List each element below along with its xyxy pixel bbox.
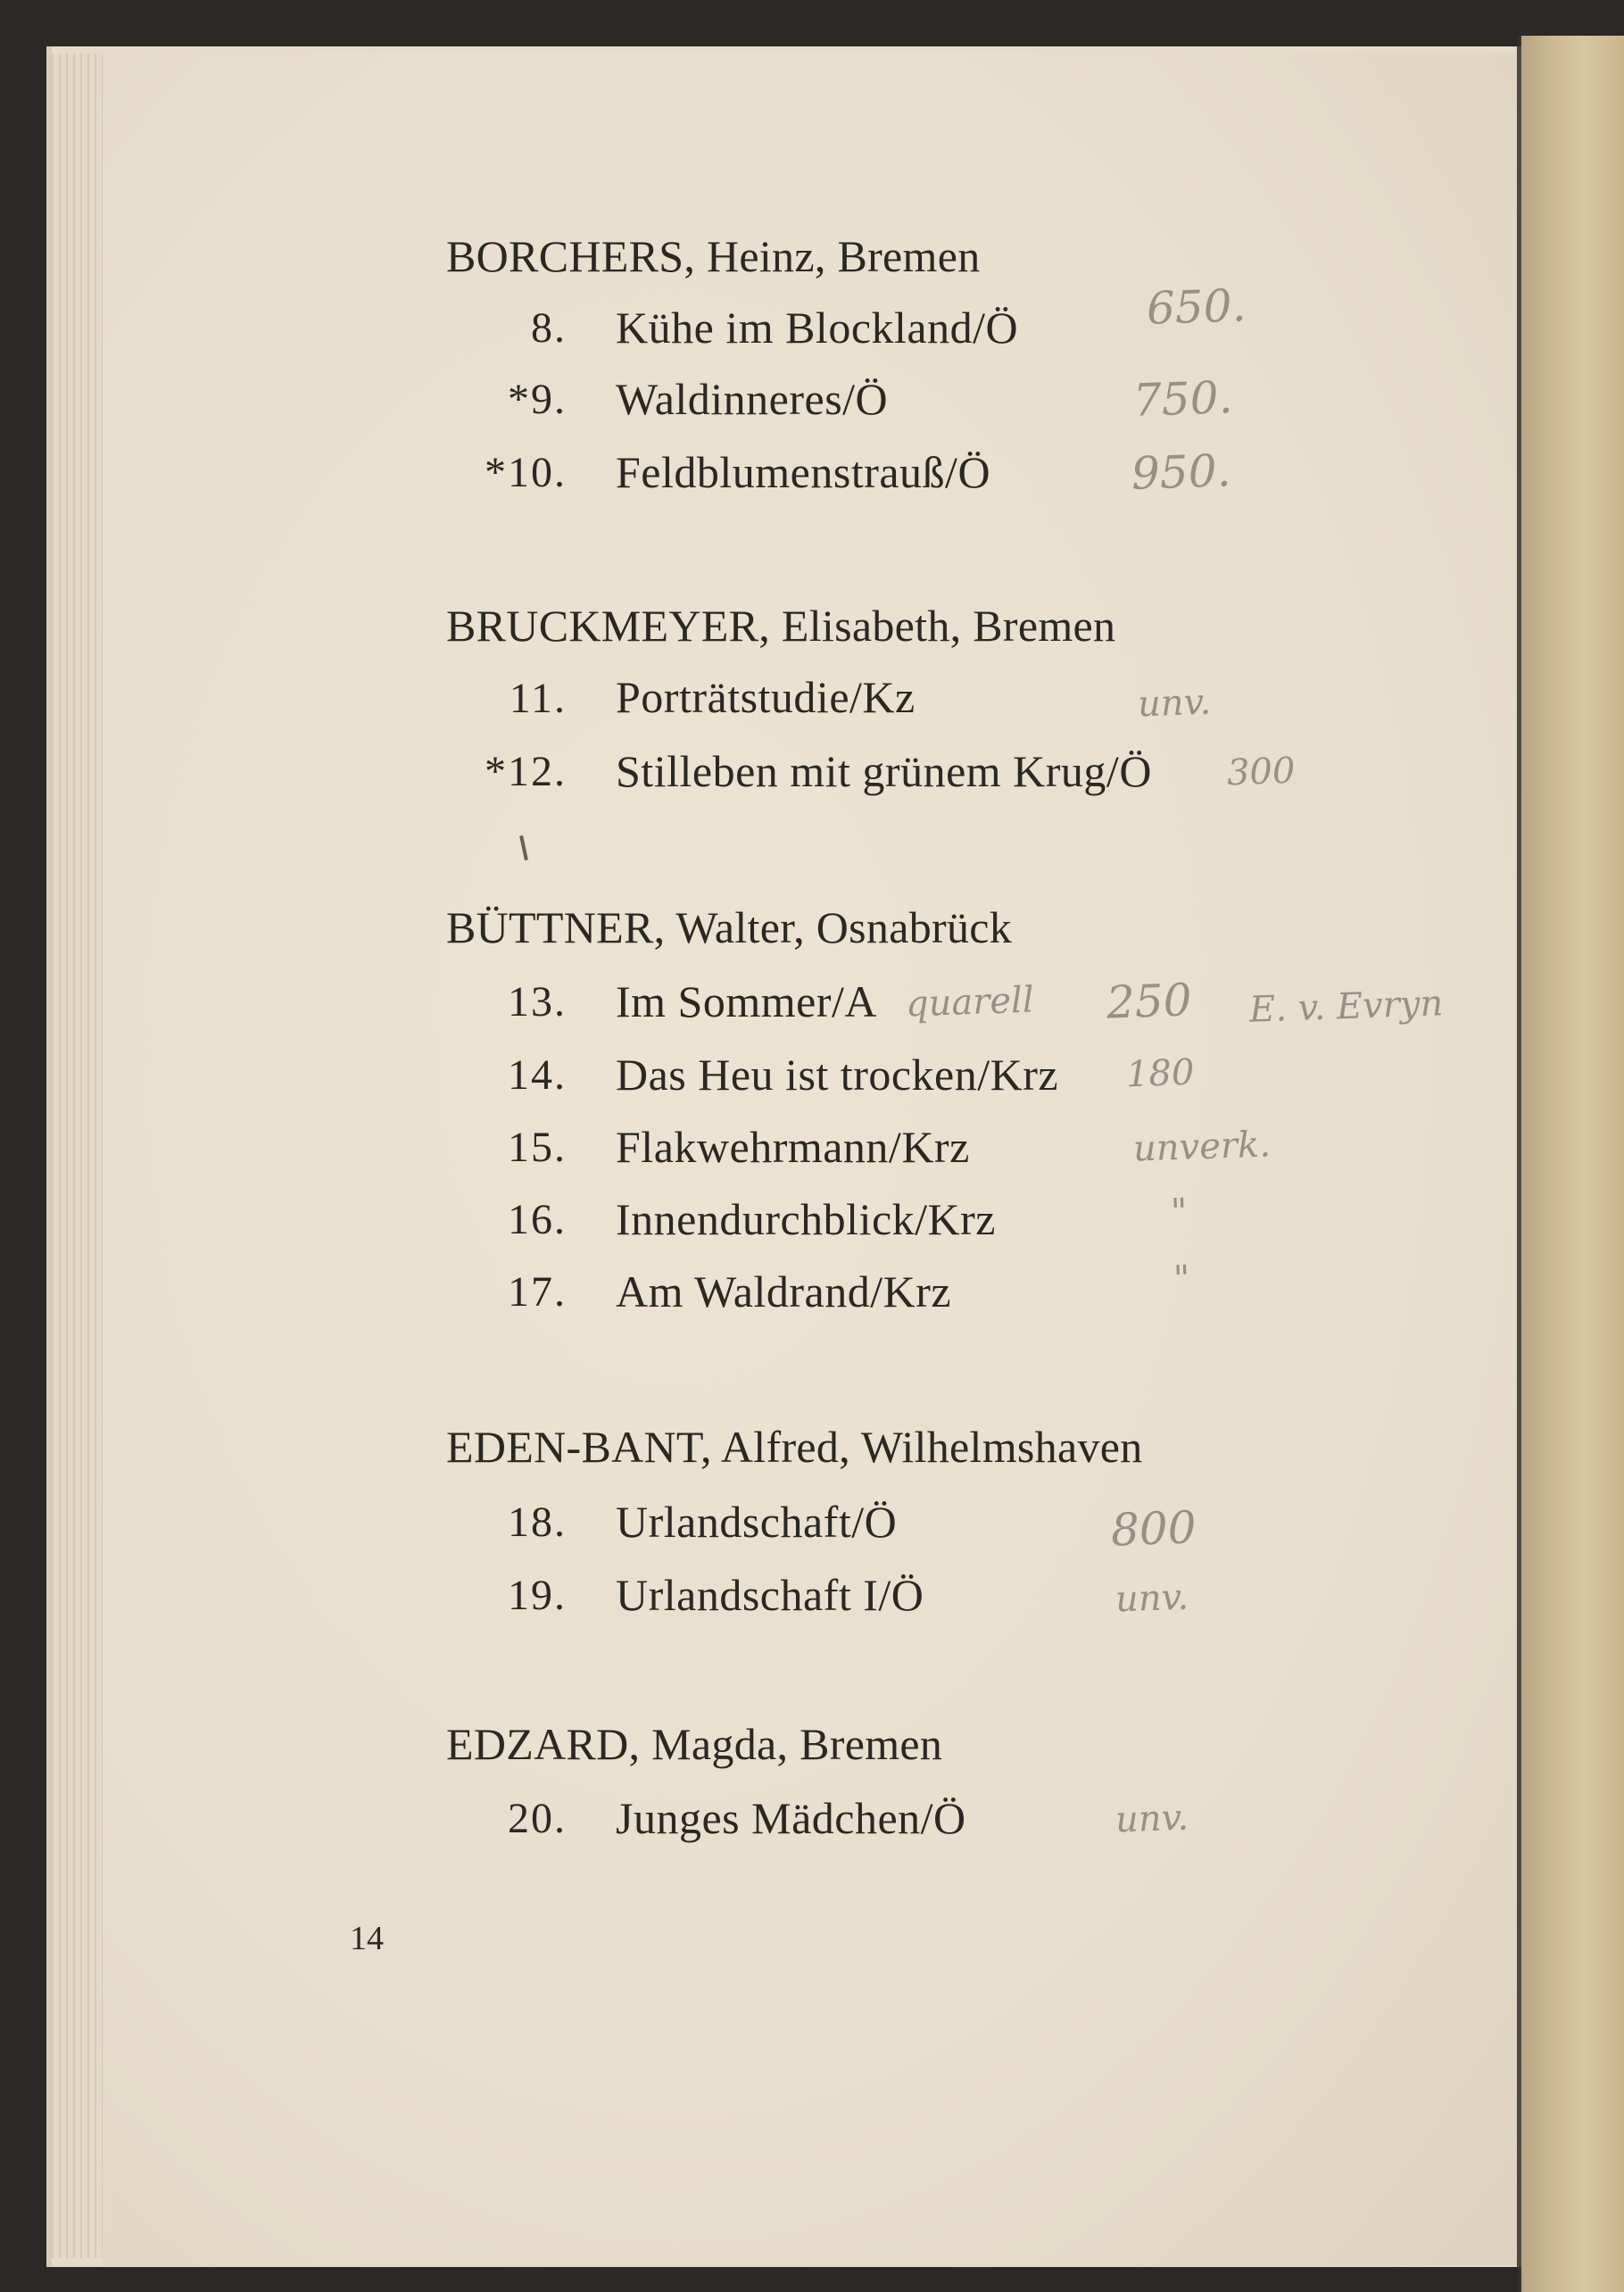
item-number: *10. xyxy=(485,449,567,496)
item-number: 18. xyxy=(508,1499,567,1546)
item-number: 14. xyxy=(508,1051,567,1099)
item-number: 17. xyxy=(508,1268,567,1316)
handwritten-buyer-note: E. v. Evryn xyxy=(1248,983,1444,1031)
page-edges xyxy=(52,54,105,2258)
handwritten-price: 650. xyxy=(1146,279,1247,335)
item-number: 19. xyxy=(508,1572,567,1619)
handwritten-note: unv. xyxy=(1114,1576,1189,1621)
item-title: Innendurchblick/Krz xyxy=(616,1194,997,1244)
page-number: 14 xyxy=(350,1920,384,1957)
handwritten-price: 180 xyxy=(1125,1051,1196,1096)
artist-heading: BORCHERS, Heinz, Bremen xyxy=(446,231,981,281)
item-number: 8. xyxy=(531,304,567,352)
item-title: Kühe im Blockland/Ö xyxy=(616,303,1019,353)
artist-heading: BÜTTNER, Walter, Osnabrück xyxy=(446,902,1013,952)
handwritten-inline-note: quarell xyxy=(905,979,1035,1026)
artist-heading: BRUCKMEYER, Elisabeth, Bremen xyxy=(446,601,1116,651)
artist-heading: EDEN-BANT, Alfred, Wilhelmshaven xyxy=(446,1422,1143,1472)
handwritten-price: 800 xyxy=(1110,1501,1197,1557)
item-title: Waldinneres/Ö xyxy=(616,374,889,424)
handwritten-ditto: " xyxy=(1172,1258,1191,1300)
handwritten-ditto: " xyxy=(1170,1191,1189,1233)
item-title: Im Sommer/A xyxy=(616,976,877,1026)
handwritten-note: unv. xyxy=(1137,681,1212,726)
facing-page-edge xyxy=(1521,36,1624,2292)
item-title: Porträtstudie/Kz xyxy=(616,672,916,722)
item-title: Feldblumenstrauß/Ö xyxy=(616,447,991,497)
item-title: Stilleben mit grünem Krug/Ö xyxy=(616,746,1152,796)
item-title: Junges Mädchen/Ö xyxy=(616,1793,966,1843)
item-title: Das Heu ist trocken/Krz xyxy=(616,1050,1059,1100)
item-title: Urlandschaft I/Ö xyxy=(616,1570,924,1620)
item-number: 20. xyxy=(508,1795,567,1842)
item-title: Am Waldrand/Krz xyxy=(616,1266,952,1316)
item-number: *9. xyxy=(508,376,567,423)
handwritten-price: 300 xyxy=(1226,750,1297,794)
item-title: Urlandschaft/Ö xyxy=(616,1497,898,1547)
item-number: 11. xyxy=(509,675,567,722)
item-title: Flakwehrmann/Krz xyxy=(616,1122,970,1172)
handwritten-price: 250 xyxy=(1106,974,1193,1029)
item-number: 16. xyxy=(508,1196,567,1243)
item-number: *12. xyxy=(485,748,567,795)
handwritten-price: 750. xyxy=(1132,371,1234,427)
handwritten-note: unv. xyxy=(1114,1797,1189,1841)
artist-heading: EDZARD, Magda, Bremen xyxy=(446,1719,943,1769)
handwritten-note: unverk. xyxy=(1132,1124,1272,1170)
item-number: 15. xyxy=(508,1124,567,1171)
item-number: 13. xyxy=(508,978,567,1026)
handwritten-price: 950. xyxy=(1131,444,1232,500)
